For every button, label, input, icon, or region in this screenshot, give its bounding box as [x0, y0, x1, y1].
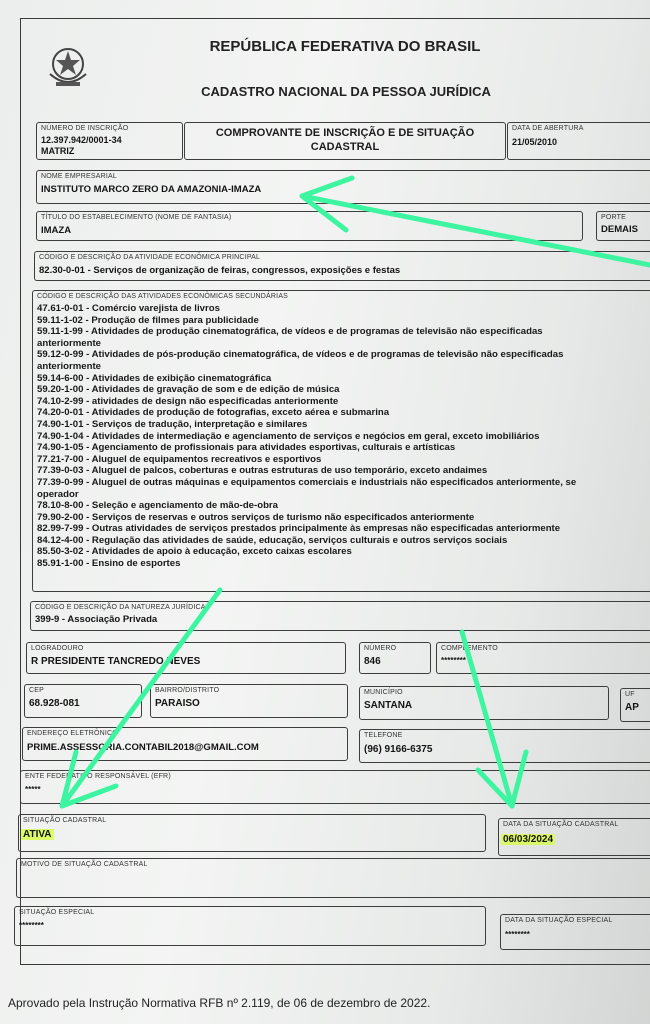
list-item: 59.11-1-02 - Produção de filmes para publicidade	[37, 314, 259, 326]
list-item: 74.20-0-01 - Atividades de produção de fotografias, exceto aérea e submarina	[37, 407, 390, 419]
abertura-label: DATA DE ABERTURA	[512, 125, 584, 132]
list-item: 77.21-7-00 - Aluguel de equipamentos recreativos e esportivos	[37, 453, 322, 465]
list-item: 79.90-2-00 - Serviços de reservas e outros serviços de turismo não especificados anteriormente	[37, 511, 475, 523]
complemento-label: COMPLEMENTO	[441, 645, 498, 652]
situacao-cadastral-value: ATIVA	[23, 829, 52, 840]
natureza-juridica-value: 399-9 - Associação Privada	[35, 614, 158, 625]
complemento-value: ********	[441, 656, 466, 665]
efr-label: ENTE FEDERATIVO RESPONSÁVEL (EFR)	[25, 773, 171, 780]
list-item: 77.39-0-99 - Aluguel de outras máquinas e equipamentos comerciais e industriais não especificados anteriormente, se	[37, 476, 577, 488]
situacao-especial-label: SITUAÇÃO ESPECIAL	[19, 909, 95, 916]
email-value: PRIME.ASSESSORIA.CONTABIL2018@GMAIL.COM	[27, 742, 259, 753]
list-item: anteriormente	[37, 360, 101, 372]
telefone-label: TELEFONE	[364, 732, 403, 739]
natureza-juridica-label: CÓDIGO E DESCRIÇÃO DA NATUREZA JURÍDICA	[35, 604, 206, 611]
list-item: operador	[37, 488, 79, 500]
atividade-principal-label: CÓDIGO E DESCRIÇÃO DA ATIVIDADE ECONÔMICA PRINCIPAL	[39, 254, 261, 261]
list-item: 74.90-1-01 - Serviços de tradução, interpretação e similares	[37, 418, 308, 430]
inscricao-label: NÚMERO DE INSCRIÇÃO	[41, 125, 129, 132]
nome-empresarial-value: INSTITUTO MARCO ZERO DA AMAZONIA-IMAZA	[41, 184, 262, 195]
data-situacao-especial-value: ********	[505, 930, 530, 939]
arrow-to-situacao-icon	[62, 590, 220, 806]
data-situacao-label: DATA DA SITUAÇÃO CADASTRAL	[503, 821, 619, 828]
bairro-label: BAIRRO/DISTRITO	[155, 687, 220, 694]
data-situacao-especial-label: DATA DA SITUAÇÃO ESPECIAL	[505, 917, 613, 924]
list-item: 47.61-0-01 - Comércio varejista de livros	[37, 303, 220, 314]
list-item: 59.12-0-99 - Atividades de pós-produção cinematográfica, de vídeos e de programas de televisão não especificadas	[37, 349, 564, 361]
footer-note: Aprovado pela Instrução Normativa RFB nº 2.119, de 06 de dezembro de 2022.	[8, 996, 431, 1010]
numero-label: NÚMERO	[364, 645, 397, 652]
arrow-to-nome-icon	[302, 178, 650, 265]
cep-value: 68.928-081	[29, 698, 80, 709]
logradouro-value: R PRESIDENTE TANCREDO NEVES	[31, 656, 201, 667]
list-item: 59.11-1-99 - Atividades de produção cinematográfica, de vídeos e de programas de televisão não especificadas	[37, 326, 543, 338]
municipio-label: MUNICÍPIO	[364, 689, 403, 696]
list-item: 85.50-3-02 - Atividades de apoio à educação, exceto caixas escolares	[37, 546, 352, 558]
list-item: 74.90-1-05 - Agenciamento de profissionais para atividades esportivas, culturais e artísticas	[37, 442, 456, 454]
list-item: anteriormente	[37, 337, 101, 349]
page-subtitle: CADASTRO NACIONAL DA PESSOA JURÍDICA	[201, 84, 491, 99]
list-item: 85.91-1-00 - Ensino de esportes	[37, 558, 181, 570]
list-item: 74.90-1-04 - Atividades de intermediação e agenciamento de serviços e negócios em geral, exceto imobiliários	[37, 430, 540, 442]
situacao-cadastral-label: SITUAÇÃO CADASTRAL	[23, 817, 107, 824]
list-item: 59.14-6-00 - Atividades de exibição cinematográfica	[37, 372, 272, 384]
cep-label: CEP	[29, 687, 44, 694]
list-item: 78.10-8-00 - Seleção e agenciamento de mão-de-obra	[37, 500, 279, 512]
email-label: ENDEREÇO ELETRÔNICO	[27, 730, 118, 737]
bairro-value: PARAISO	[155, 698, 200, 709]
uf-label: UF	[625, 691, 635, 698]
atividade-principal-value: 82.30-0-01 - Serviços de organização de feiras, congressos, exposições e festas	[39, 265, 401, 276]
logradouro-label: LOGRADOURO	[31, 645, 84, 652]
abertura-value: 21/05/2010	[512, 137, 558, 147]
motivo-label: MOTIVO DE SITUAÇÃO CADASTRAL	[21, 861, 148, 868]
municipio-value: SANTANA	[364, 700, 413, 711]
inscricao-number: 12.397.942/0001-34	[41, 135, 122, 145]
numero-value: 846	[364, 656, 381, 667]
uf-value: AP	[625, 702, 639, 713]
fantasia-value: IMAZA	[41, 225, 72, 236]
fantasia-label: TÍTULO DO ESTABELECIMENTO (NOME DE FANTASIA)	[41, 214, 232, 221]
efr-value: *****	[25, 785, 41, 794]
porte-label: PORTE	[601, 214, 626, 221]
page-title: REPÚBLICA FEDERATIVA DO BRASIL	[209, 38, 481, 55]
list-item: 77.39-0-03 - Aluguel de palcos, coberturas e outras estruturas de uso temporário, exceto andaimes	[37, 465, 488, 477]
atividades-secundarias-label: CÓDIGO E DESCRIÇÃO DAS ATIVIDADES ECONÔMICAS SECUNDÁRIAS	[37, 293, 289, 300]
comprovante-title-line1: COMPROVANTE DE INSCRIÇÃO E DE SITUAÇÃO	[215, 127, 475, 139]
situacao-especial-value: ********	[19, 921, 44, 930]
porte-value: DEMAIS	[601, 224, 638, 235]
comprovante-title-line2: CADASTRAL	[310, 141, 380, 153]
nome-empresarial-label: NOME EMPRESARIAL	[41, 173, 117, 180]
list-item: 84.12-4-00 - Regulação das atividades de saúde, educação, serviços culturais e outros serviços sociais	[37, 534, 508, 546]
inscricao-type: MATRIZ	[41, 146, 75, 156]
arrow-to-data-icon	[462, 632, 526, 806]
list-item: 59.20-1-00 - Atividades de gravação de som e de edição de música	[37, 384, 340, 396]
telefone-value: (96) 9166-6375	[364, 744, 433, 755]
list-item: 74.10-2-99 - atividades de design não especificadas anteriormente	[37, 395, 339, 407]
data-situacao-value: 06/03/2024	[503, 834, 554, 845]
list-item: 82.99-7-99 - Outras atividades de serviços prestados principalmente às empresas não especificadas anteriormente	[37, 523, 561, 535]
